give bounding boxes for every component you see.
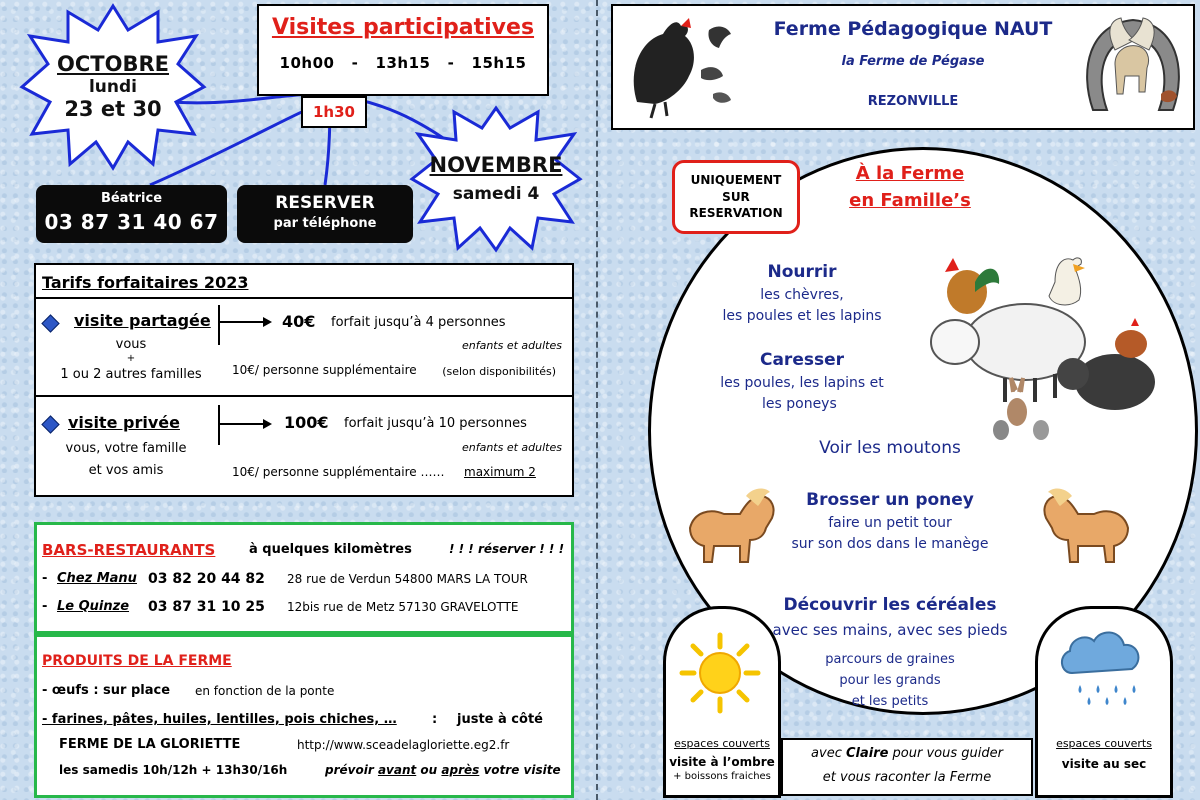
private-visit-label: visite privée (68, 413, 180, 432)
family-title (800, 160, 1020, 214)
tarifs-title: Tarifs forfaitaires 2023 (42, 273, 249, 292)
bracket-line (218, 405, 220, 445)
tarifs-separator (36, 395, 572, 397)
shared-extra: 10€/ personne supplémentaire (232, 363, 417, 377)
badge-line: RESERVATION (689, 206, 783, 221)
eggs-note: en fonction de la ponte (195, 684, 335, 698)
contact-pill (36, 185, 227, 243)
sun-arch (663, 606, 781, 798)
visit-note-or: ou (420, 763, 438, 777)
bar-item-prefix: - (42, 599, 48, 614)
produits-box (34, 634, 574, 798)
gloriette-hours: les samedis 10h/12h + 13h30/16h (59, 763, 288, 777)
rooster-icon (617, 10, 749, 122)
guide-box (781, 738, 1033, 796)
badge-line: UNIQUEMENT (690, 172, 782, 187)
private-desc: forfait jusqu’à 10 personnes (344, 416, 527, 431)
reserve-label: RESERVER (275, 193, 375, 213)
farm-animals-icon (905, 242, 1160, 442)
contact-phone[interactable]: 03 87 31 40 67 (44, 210, 219, 234)
october-day: lundi (88, 76, 138, 97)
october-month: OCTOBRE (57, 51, 169, 76)
guide-line-1 (783, 746, 1031, 761)
visit-note-after: après (441, 763, 480, 777)
visit-note-part: prévoir (325, 763, 374, 777)
cereals-title: Découvrir les céréales (783, 595, 997, 615)
sun-visit: visite à l’ombre (669, 755, 775, 769)
private-price: 100€ (284, 413, 329, 432)
private-who: vous, votre famille (65, 441, 187, 456)
bar-item-prefix: - (42, 571, 48, 586)
rain-visit: visite au sec (1061, 757, 1147, 771)
cereals-line: et les petits (851, 694, 929, 709)
pony-icon (1038, 478, 1138, 574)
pony-icon (680, 478, 780, 574)
gloriette-farm: FERME DE LA GLORIETTE (59, 737, 241, 752)
shared-visit-label: visite partagée (74, 311, 211, 330)
produits-title: PRODUITS DE LA FERME (42, 653, 232, 669)
contact-name: Béatrice (100, 191, 163, 206)
visits-hours: 10h00 - 13h15 - 15h15 (279, 54, 527, 72)
visits-title: Visites participatives (271, 15, 535, 40)
pet-title: Caresser (759, 350, 844, 370)
eggs-label: - œufs : sur place (42, 683, 171, 698)
feed-title: Nourrir (767, 262, 837, 282)
cereals-line: pour les grands (839, 673, 941, 688)
bar-item-name: Chez Manu (57, 571, 137, 586)
bar-item-phone[interactable]: 03 87 31 10 25 (148, 599, 265, 615)
brush-line: faire un petit tour (828, 515, 952, 531)
farm-place: REZONVILLE (867, 94, 959, 109)
private-ages: enfants et adultes (461, 441, 562, 454)
arrow-right-icon (218, 321, 270, 323)
guide-text: pour vous guider (888, 746, 1003, 761)
private-extra-note: maximum 2 (464, 465, 536, 479)
bar-item-address: 12bis rue de Metz 57130 GRAVELOTTE (287, 600, 519, 614)
brush-title: Brosser un poney (806, 490, 974, 510)
bars-box (34, 522, 574, 634)
bullet-diamond-icon (41, 314, 59, 332)
badge-line: SUR (722, 189, 750, 204)
sun-label: espaces couverts (674, 737, 770, 750)
tarifs-separator (36, 297, 572, 299)
feed-line: les poules et les lapins (722, 308, 882, 324)
bars-warning: ! ! ! réserver ! ! ! (449, 542, 565, 556)
pet-line: les poneys (762, 396, 837, 412)
shared-desc: forfait jusqu’à 4 personnes (331, 315, 506, 330)
flours-label: - farines, pâtes, huiles, lentilles, pois chiches, … (42, 712, 397, 727)
brush-line: sur son dos dans le manège (791, 536, 989, 552)
rain-label: espaces couverts (1056, 737, 1152, 750)
bar-item-address: 28 rue de Verdun 54800 MARS LA TOUR (287, 572, 528, 586)
visit-note-before: avant (377, 763, 417, 777)
cereals-line: parcours de graines (825, 652, 955, 667)
guide-line-2: et vous raconter la Ferme (822, 770, 992, 785)
sun-drinks: + boissons fraiches (673, 771, 771, 782)
family-title-line: À la Ferme (855, 163, 965, 184)
bars-title: BARS-RESTAURANTS (42, 541, 216, 559)
bars-subtitle: à quelques kilomètres (249, 542, 412, 557)
visit-duration: 1h30 (301, 96, 367, 128)
visits-box (257, 4, 549, 96)
october-burst (18, 2, 208, 172)
shared-extra-note: (selon disponibilités) (442, 365, 556, 378)
sun-icon (678, 631, 762, 715)
guide-text: avec (811, 746, 846, 761)
sheep-line: Voir les moutons (819, 438, 961, 458)
november-burst (408, 104, 584, 254)
arrow-right-icon (218, 423, 270, 425)
flours-next-door: juste à côté (457, 712, 543, 727)
flours-colon: : (432, 712, 438, 727)
bullet-diamond-icon (41, 415, 59, 433)
tarifs-box (34, 263, 574, 497)
cereals-line: avec ses mains, avec ses pieds (772, 621, 1008, 639)
shared-ages: enfants et adultes (461, 339, 562, 352)
private-who-friends: et vos amis (88, 463, 164, 478)
rain-cloud-icon (1056, 629, 1152, 713)
private-extra: 10€/ personne supplémentaire …… (232, 465, 445, 479)
november-month: NOVEMBRE (429, 153, 563, 178)
reserve-pill (237, 185, 413, 243)
october-dates: 23 et 30 (64, 97, 162, 122)
visit-note (325, 763, 561, 777)
bar-item-phone[interactable]: 03 82 20 44 82 (148, 571, 265, 587)
feed-line: les chèvres, (760, 287, 844, 303)
pet-line: les poules, les lapins et (720, 375, 884, 391)
shared-plus: + (126, 353, 136, 364)
shared-who: vous (115, 337, 147, 352)
reserve-sub: par téléphone (273, 216, 377, 231)
bar-item-name: Le Quinze (57, 599, 130, 614)
rain-arch (1035, 606, 1173, 798)
bracket-line (218, 305, 220, 345)
pegasus-horseshoe-icon (1079, 10, 1187, 122)
gloriette-url[interactable]: http://www.sceadelagloriette.eg2.fr (297, 738, 510, 752)
reservation-only-badge (672, 160, 800, 234)
visit-note-end: votre visite (483, 763, 561, 777)
guide-name: Claire (845, 746, 889, 761)
shared-who-others: 1 ou 2 autres familles (60, 367, 202, 382)
farm-title: Ferme Pédagogique NAUT (773, 18, 1053, 40)
family-title-line: en Famille’s (849, 190, 971, 211)
farm-header (611, 4, 1195, 130)
farm-subtitle: la Ferme de Pégase (841, 54, 985, 69)
shared-price: 40€ (282, 312, 316, 331)
november-day: samedi 4 (452, 184, 540, 205)
